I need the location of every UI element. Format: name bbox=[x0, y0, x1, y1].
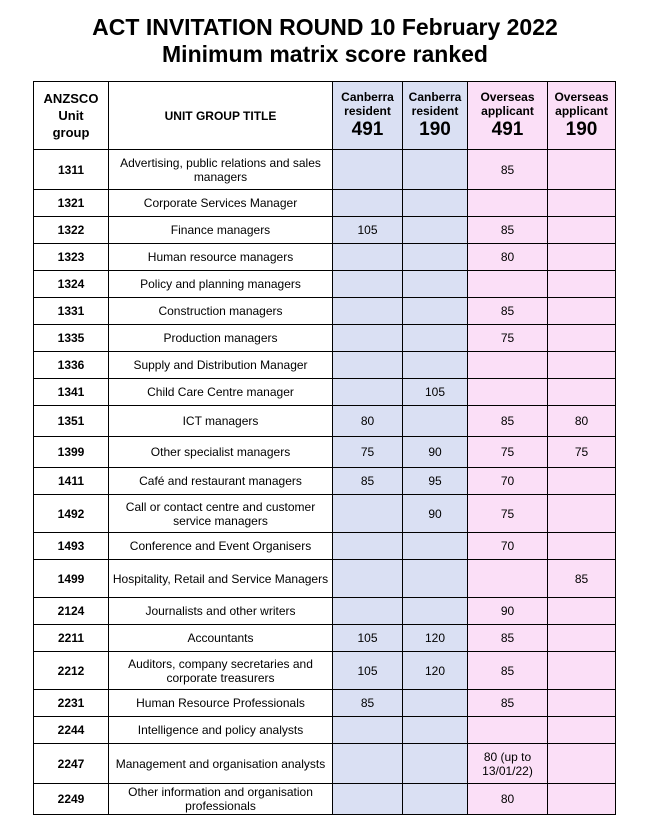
score-canberra-491 bbox=[333, 744, 403, 784]
table-row bbox=[34, 468, 616, 495]
unit-group-title: Corporate Services Manager bbox=[109, 190, 333, 217]
unit-group-title: Child Care Centre manager bbox=[109, 379, 333, 406]
score-overseas-491 bbox=[468, 271, 548, 298]
score-canberra-190: 90 bbox=[403, 495, 468, 533]
score-overseas-190 bbox=[548, 150, 616, 190]
score-overseas-190 bbox=[548, 352, 616, 379]
score-overseas-190 bbox=[548, 533, 616, 560]
table-row bbox=[34, 625, 616, 652]
matrix-score-table bbox=[33, 81, 616, 815]
score-overseas-190 bbox=[548, 625, 616, 652]
score-canberra-491 bbox=[333, 150, 403, 190]
score-canberra-491: 105 bbox=[333, 652, 403, 690]
table-row bbox=[34, 652, 616, 690]
anzsco-code: 1493 bbox=[34, 533, 109, 560]
unit-group-title: Conference and Event Organisers bbox=[109, 533, 333, 560]
table-row bbox=[34, 379, 616, 406]
score-canberra-491: 75 bbox=[333, 437, 403, 468]
score-overseas-190 bbox=[548, 784, 616, 815]
unit-group-title: Call or contact centre and customer service managers bbox=[109, 495, 333, 533]
anzsco-code: 1323 bbox=[34, 244, 109, 271]
score-overseas-491: 85 bbox=[468, 690, 548, 717]
anzsco-code: 1351 bbox=[34, 406, 109, 437]
score-overseas-190 bbox=[548, 379, 616, 406]
unit-group-title: ICT managers bbox=[109, 406, 333, 437]
anzsco-code: 1336 bbox=[34, 352, 109, 379]
score-canberra-491 bbox=[333, 495, 403, 533]
score-canberra-491 bbox=[333, 598, 403, 625]
table-row bbox=[34, 598, 616, 625]
score-canberra-190 bbox=[403, 150, 468, 190]
header-canberra-491: Canberra resident 491 bbox=[333, 82, 403, 150]
score-canberra-491: 85 bbox=[333, 468, 403, 495]
score-overseas-491: 75 bbox=[468, 325, 548, 352]
table-row bbox=[34, 560, 616, 598]
score-overseas-190 bbox=[548, 495, 616, 533]
anzsco-code: 2244 bbox=[34, 717, 109, 744]
score-canberra-190 bbox=[403, 352, 468, 379]
unit-group-title: Finance managers bbox=[109, 217, 333, 244]
score-canberra-190 bbox=[403, 244, 468, 271]
score-canberra-190: 120 bbox=[403, 652, 468, 690]
score-canberra-190: 90 bbox=[403, 437, 468, 468]
document-title bbox=[0, 14, 650, 68]
score-canberra-491 bbox=[333, 352, 403, 379]
score-canberra-190 bbox=[403, 217, 468, 244]
score-canberra-190: 95 bbox=[403, 468, 468, 495]
table-row bbox=[34, 352, 616, 379]
score-canberra-190 bbox=[403, 598, 468, 625]
score-canberra-491 bbox=[333, 379, 403, 406]
score-overseas-190 bbox=[548, 325, 616, 352]
score-overseas-491: 70 bbox=[468, 468, 548, 495]
table-row bbox=[34, 244, 616, 271]
score-overseas-190 bbox=[548, 717, 616, 744]
unit-group-title: Other specialist managers bbox=[109, 437, 333, 468]
score-canberra-491: 105 bbox=[333, 217, 403, 244]
score-overseas-491: 80 bbox=[468, 244, 548, 271]
score-overseas-190 bbox=[548, 744, 616, 784]
score-canberra-491 bbox=[333, 271, 403, 298]
header-overseas-190: Overseas applicant 190 bbox=[548, 82, 616, 150]
table-row bbox=[34, 190, 616, 217]
header-anzsco-code: ANZSCO Unit group bbox=[34, 82, 109, 150]
score-overseas-491: 85 bbox=[468, 406, 548, 437]
score-overseas-491 bbox=[468, 190, 548, 217]
anzsco-code: 1324 bbox=[34, 271, 109, 298]
score-canberra-190 bbox=[403, 560, 468, 598]
anzsco-code: 2247 bbox=[34, 744, 109, 784]
score-overseas-190 bbox=[548, 598, 616, 625]
score-canberra-491 bbox=[333, 244, 403, 271]
unit-group-title: Accountants bbox=[109, 625, 333, 652]
score-overseas-491 bbox=[468, 352, 548, 379]
score-canberra-190 bbox=[403, 690, 468, 717]
unit-group-title: Management and organisation analysts bbox=[109, 744, 333, 784]
title-line-2: Minimum matrix score ranked bbox=[162, 41, 488, 67]
score-overseas-190 bbox=[548, 190, 616, 217]
unit-group-title: Other information and organisation professionals bbox=[109, 784, 333, 815]
score-overseas-491: 85 bbox=[468, 298, 548, 325]
unit-group-title: Advertising, public relations and sales managers bbox=[109, 150, 333, 190]
score-canberra-190: 120 bbox=[403, 625, 468, 652]
anzsco-code: 1335 bbox=[34, 325, 109, 352]
score-overseas-491: 90 bbox=[468, 598, 548, 625]
anzsco-code: 1321 bbox=[34, 190, 109, 217]
title-line-1: ACT INVITATION ROUND 10 February 2022 bbox=[92, 14, 558, 40]
score-overseas-491: 85 bbox=[468, 652, 548, 690]
table-row bbox=[34, 325, 616, 352]
anzsco-code: 1331 bbox=[34, 298, 109, 325]
table-row bbox=[34, 690, 616, 717]
table-row bbox=[34, 784, 616, 815]
unit-group-title: Human Resource Professionals bbox=[109, 690, 333, 717]
score-canberra-190 bbox=[403, 406, 468, 437]
unit-group-title: Intelligence and policy analysts bbox=[109, 717, 333, 744]
score-overseas-491: 75 bbox=[468, 437, 548, 468]
score-overseas-190: 75 bbox=[548, 437, 616, 468]
table-row bbox=[34, 271, 616, 298]
score-canberra-491 bbox=[333, 533, 403, 560]
score-overseas-190 bbox=[548, 468, 616, 495]
unit-group-title: Journalists and other writers bbox=[109, 598, 333, 625]
score-overseas-491 bbox=[468, 379, 548, 406]
header-unit-group-title: UNIT GROUP TITLE bbox=[109, 82, 333, 150]
score-overseas-491: 75 bbox=[468, 495, 548, 533]
unit-group-title: Human resource managers bbox=[109, 244, 333, 271]
score-canberra-491 bbox=[333, 784, 403, 815]
score-canberra-190 bbox=[403, 784, 468, 815]
score-canberra-491 bbox=[333, 190, 403, 217]
score-canberra-190 bbox=[403, 325, 468, 352]
score-canberra-491: 85 bbox=[333, 690, 403, 717]
header-canberra-190: Canberra resident 190 bbox=[403, 82, 468, 150]
score-canberra-190 bbox=[403, 271, 468, 298]
unit-group-title: Policy and planning managers bbox=[109, 271, 333, 298]
table-row bbox=[34, 744, 616, 784]
score-overseas-190: 85 bbox=[548, 560, 616, 598]
score-canberra-190 bbox=[403, 744, 468, 784]
table-row bbox=[34, 495, 616, 533]
score-overseas-190 bbox=[548, 217, 616, 244]
score-canberra-491 bbox=[333, 560, 403, 598]
score-canberra-190: 105 bbox=[403, 379, 468, 406]
score-overseas-190 bbox=[548, 244, 616, 271]
table-row bbox=[34, 533, 616, 560]
table-row bbox=[34, 217, 616, 244]
anzsco-code: 2211 bbox=[34, 625, 109, 652]
anzsco-code: 1341 bbox=[34, 379, 109, 406]
score-overseas-491 bbox=[468, 717, 548, 744]
score-overseas-190 bbox=[548, 298, 616, 325]
score-overseas-491: 80 (up to 13/01/22) bbox=[468, 744, 548, 784]
score-overseas-491: 70 bbox=[468, 533, 548, 560]
score-overseas-190: 80 bbox=[548, 406, 616, 437]
header-overseas-491: Overseas applicant 491 bbox=[468, 82, 548, 150]
score-overseas-491: 85 bbox=[468, 625, 548, 652]
anzsco-code: 2212 bbox=[34, 652, 109, 690]
table-row bbox=[34, 437, 616, 468]
score-overseas-190 bbox=[548, 690, 616, 717]
anzsco-code: 1311 bbox=[34, 150, 109, 190]
score-canberra-190 bbox=[403, 533, 468, 560]
score-canberra-491 bbox=[333, 325, 403, 352]
score-overseas-491: 85 bbox=[468, 150, 548, 190]
anzsco-code: 1411 bbox=[34, 468, 109, 495]
table-row bbox=[34, 298, 616, 325]
score-canberra-190 bbox=[403, 717, 468, 744]
anzsco-code: 2231 bbox=[34, 690, 109, 717]
anzsco-code: 2124 bbox=[34, 598, 109, 625]
unit-group-title: Café and restaurant managers bbox=[109, 468, 333, 495]
score-canberra-190 bbox=[403, 298, 468, 325]
score-overseas-190 bbox=[548, 271, 616, 298]
unit-group-title: Auditors, company secretaries and corporate treasurers bbox=[109, 652, 333, 690]
anzsco-code: 1492 bbox=[34, 495, 109, 533]
score-canberra-491 bbox=[333, 717, 403, 744]
unit-group-title: Construction managers bbox=[109, 298, 333, 325]
table-header-row bbox=[34, 82, 616, 150]
score-canberra-491: 80 bbox=[333, 406, 403, 437]
score-overseas-190 bbox=[548, 652, 616, 690]
score-canberra-491: 105 bbox=[333, 625, 403, 652]
table-row bbox=[34, 150, 616, 190]
unit-group-title: Hospitality, Retail and Service Managers bbox=[109, 560, 333, 598]
unit-group-title: Production managers bbox=[109, 325, 333, 352]
table-row bbox=[34, 717, 616, 744]
score-overseas-491: 80 bbox=[468, 784, 548, 815]
unit-group-title: Supply and Distribution Manager bbox=[109, 352, 333, 379]
anzsco-code: 1399 bbox=[34, 437, 109, 468]
anzsco-code: 1499 bbox=[34, 560, 109, 598]
score-overseas-491: 85 bbox=[468, 217, 548, 244]
table-row bbox=[34, 406, 616, 437]
anzsco-code: 1322 bbox=[34, 217, 109, 244]
score-overseas-491 bbox=[468, 560, 548, 598]
score-canberra-190 bbox=[403, 190, 468, 217]
anzsco-code: 2249 bbox=[34, 784, 109, 815]
score-canberra-491 bbox=[333, 298, 403, 325]
